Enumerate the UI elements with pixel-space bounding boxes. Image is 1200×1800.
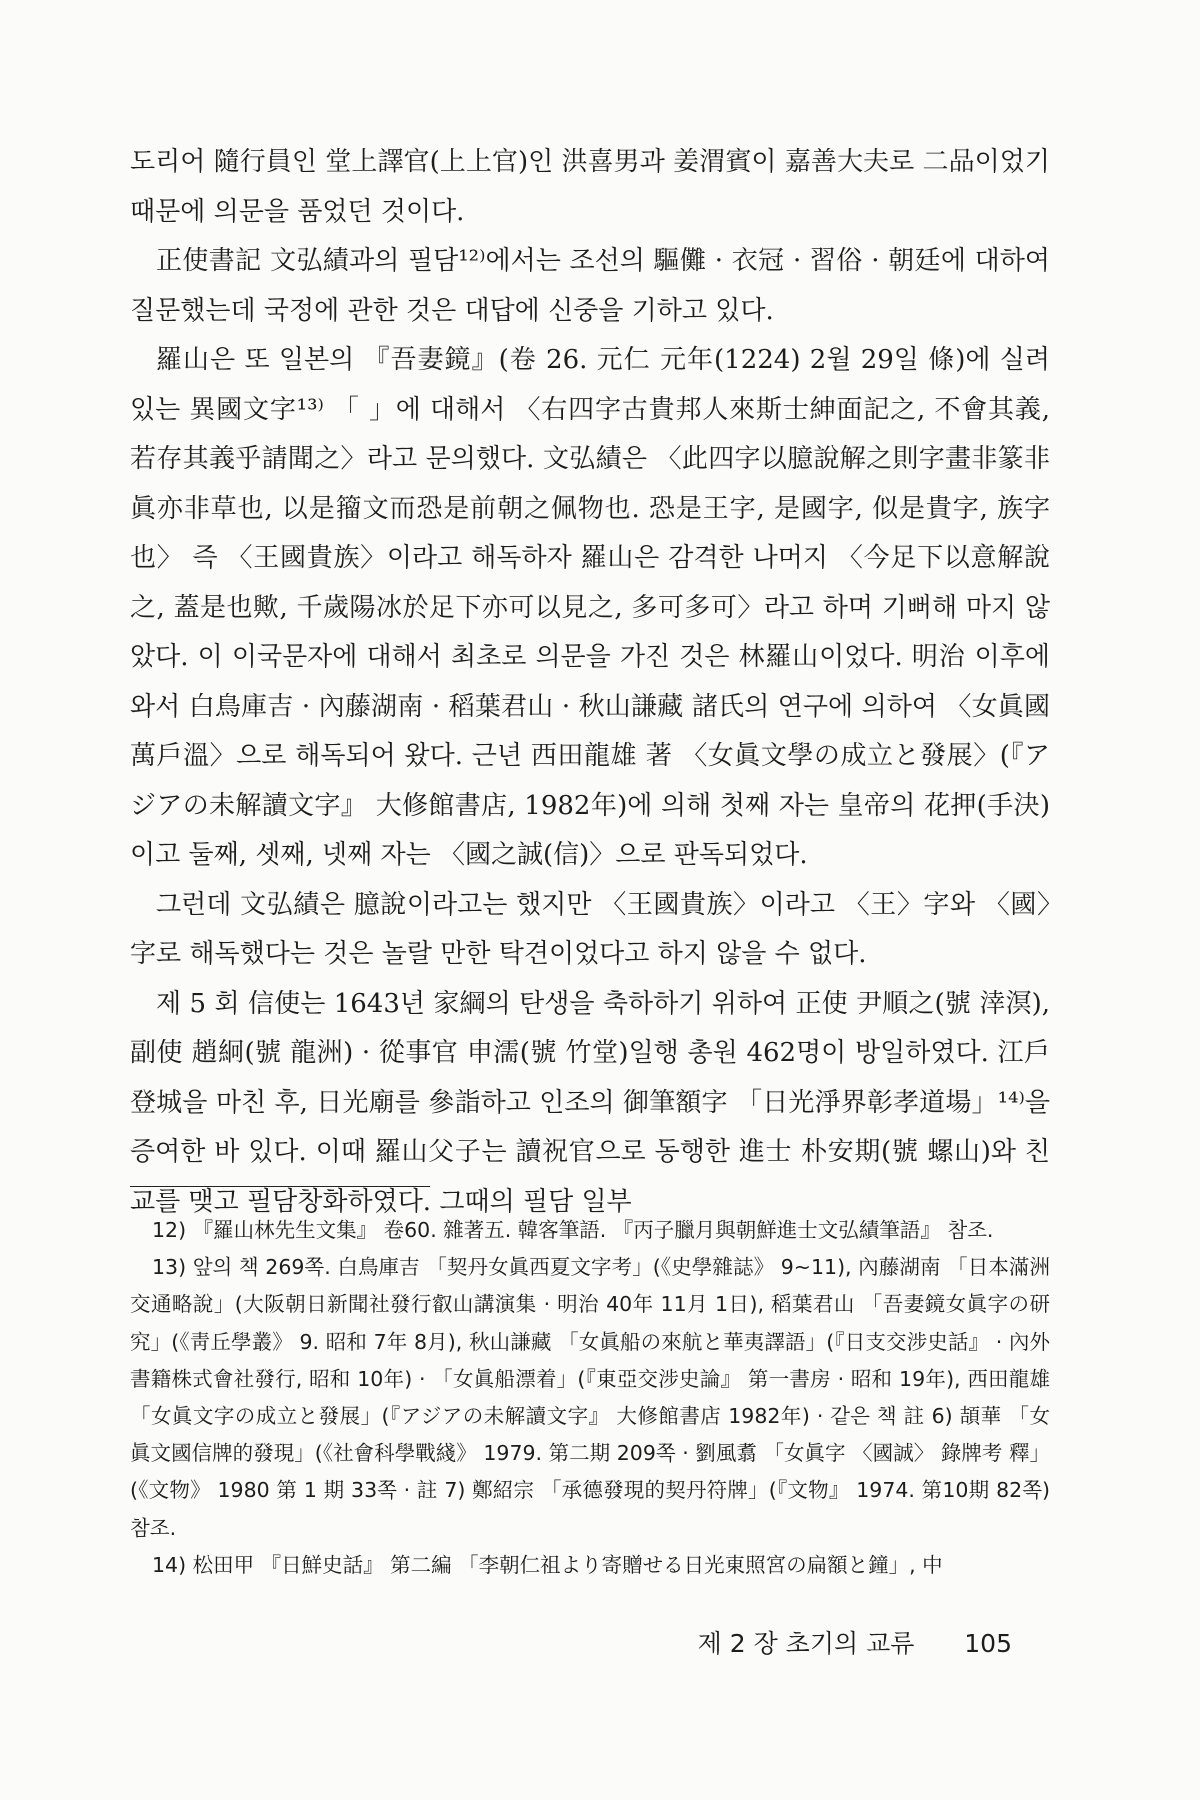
paragraph-3: 羅山은 또 일본의 『吾妻鏡』(卷 26. 元仁 元年(1224) 2월 29일 條)에 실려 있는 異國文字¹³⁾ 「 」에 대해서 〈右四字古貴邦人來斯士紳面記之, 不會其義, 若存其義乎請聞之〉라고 문의했다. 文弘績은 〈此四字以臆說解之則字畫非篆非眞亦非草也, 以是籀文而恐是前朝之佩物也. 恐是王字, 是國字, 似是貴字, 族字也〉 즉 〈王國貴族〉이라고 해독하자 羅山은 감격한 나머지 〈今足下以意解說之, 蓋是也歟, 千歲陽冰於足下亦可以見之, 多可多可〉라고 하며 기뻐해 마지 않았다. 이 이국문자에 대해서 최초로 의문을 가진 것은 林羅山이었다. 明治 이후에 와서 白鳥庫吉 · 內藤湖南 · 稻葉君山 · 秋山謙藏 諸氏의 연구에 의하여 〈女眞國萬戶溫〉으로 해독되어 왔다. 근년 西田龍雄 著 〈女眞文學の成立と發展〉(『アジアの未解讀文字』 大修館書店, 1982年)에 의해 첫째 자는 皇帝의 花押(手決)이고 둘째, 셋째, 넷째 자는 〈國之誠(信)〉으로 판독되었다. <box>130 345 1050 870</box>
main-text <box>130 138 1050 1227</box>
footnote-14: 14) 松田甲 『日鮮史話』 第二編 「李朝仁祖より寄贈せる日光東照宮の扁額と鐘」, 中 <box>152 1552 943 1577</box>
paragraph-5: 제 5 회 信使는 1643년 家綱의 탄생을 축하하기 위하여 正使 尹順之(號 涬溟), 副使 趙絅(號 龍洲) · 從事官 申濡(號 竹堂)일행 총원 462명이 방일하였다. 江戶登城을 마친 후, 日光廟를 參詣하고 인조의 御筆額字 「日光淨界彰孝道場」¹⁴⁾을 증여한 바 있다. 이때 羅山父子는 讀祝官으로 동행한 進士 朴安期(號 螺山)와 친교를 맺고 필담창화하였다. 그때의 필담 일부 <box>130 988 1050 1217</box>
paragraph-2: 正使書記 文弘績과의 필담¹²⁾에서는 조선의 驅儺 · 衣冠 · 習俗 · 朝廷에 대하여 질문했는데 국정에 관한 것은 대답에 신중을 기하고 있다. <box>130 246 1050 326</box>
footnote-13: 13) 앞의 책 269쪽. 白鳥庫吉 「契丹女眞西夏文字考」(《史學雜誌》 9~11), 內藤湖南 「日本滿洲交通略說」(大阪朝日新聞社發行叡山講演集 · 明治 40年 11月 1日), 稻葉君山 「吾妻鏡女眞字の研究」(《靑丘學叢》 9. 昭和 7年 8月), 秋山謙藏 「女眞船の來航と華夷譯語」(『日支交涉史話』 · 內外書籍株式會社發行, 昭和 10年) · 「女眞船漂着」(『東亞交涉史論』 第一書房 · 昭和 19年), 西田龍雄 「女眞文字の成立と發展」(『アジアの未解讀文字』 大修館書店 1982年) · 같은 책 註 6) 頡華 「女眞文國信牌的發現」(《社會科學戰綫》 1979. 第二期 209쪽 · 劉風翥 「女眞字 〈國誠〉 錄牌考 釋」(《文物》 1980 第 1 期 33쪽 · 註 7) 鄭紹宗 「承德發現的契丹符牌」(『文物』 1974. 第10期 82쪽) 참조. <box>130 1255 1050 1540</box>
page-number: 105 <box>964 1629 1012 1658</box>
footnotes <box>130 1212 1050 1584</box>
paragraph-4: 그런데 文弘績은 臆說이라고는 했지만 〈王國貴族〉이라고 〈王〉字와 〈國〉字로 해독했다는 것은 놀랄 만한 탁견이었다고 하지 않을 수 없다. <box>130 889 1050 969</box>
footnote-separator <box>130 1186 430 1187</box>
footnote-12: 12) 『羅山林先生文集』 卷60. 雜著五. 韓客筆語. 『丙子臘月與朝鮮進士文弘績筆語』 참조. <box>152 1218 994 1242</box>
chapter-title: 제 2 장 초기의 교류 <box>697 1629 915 1658</box>
paragraph-1: 도리어 隨行員인 堂上譯官(上上官)인 洪喜男과 姜渭賓이 嘉善大夫로 二品이었기 때문에 의문을 품었던 것이다. <box>130 147 1050 227</box>
page-footer <box>0 1624 1012 1660</box>
